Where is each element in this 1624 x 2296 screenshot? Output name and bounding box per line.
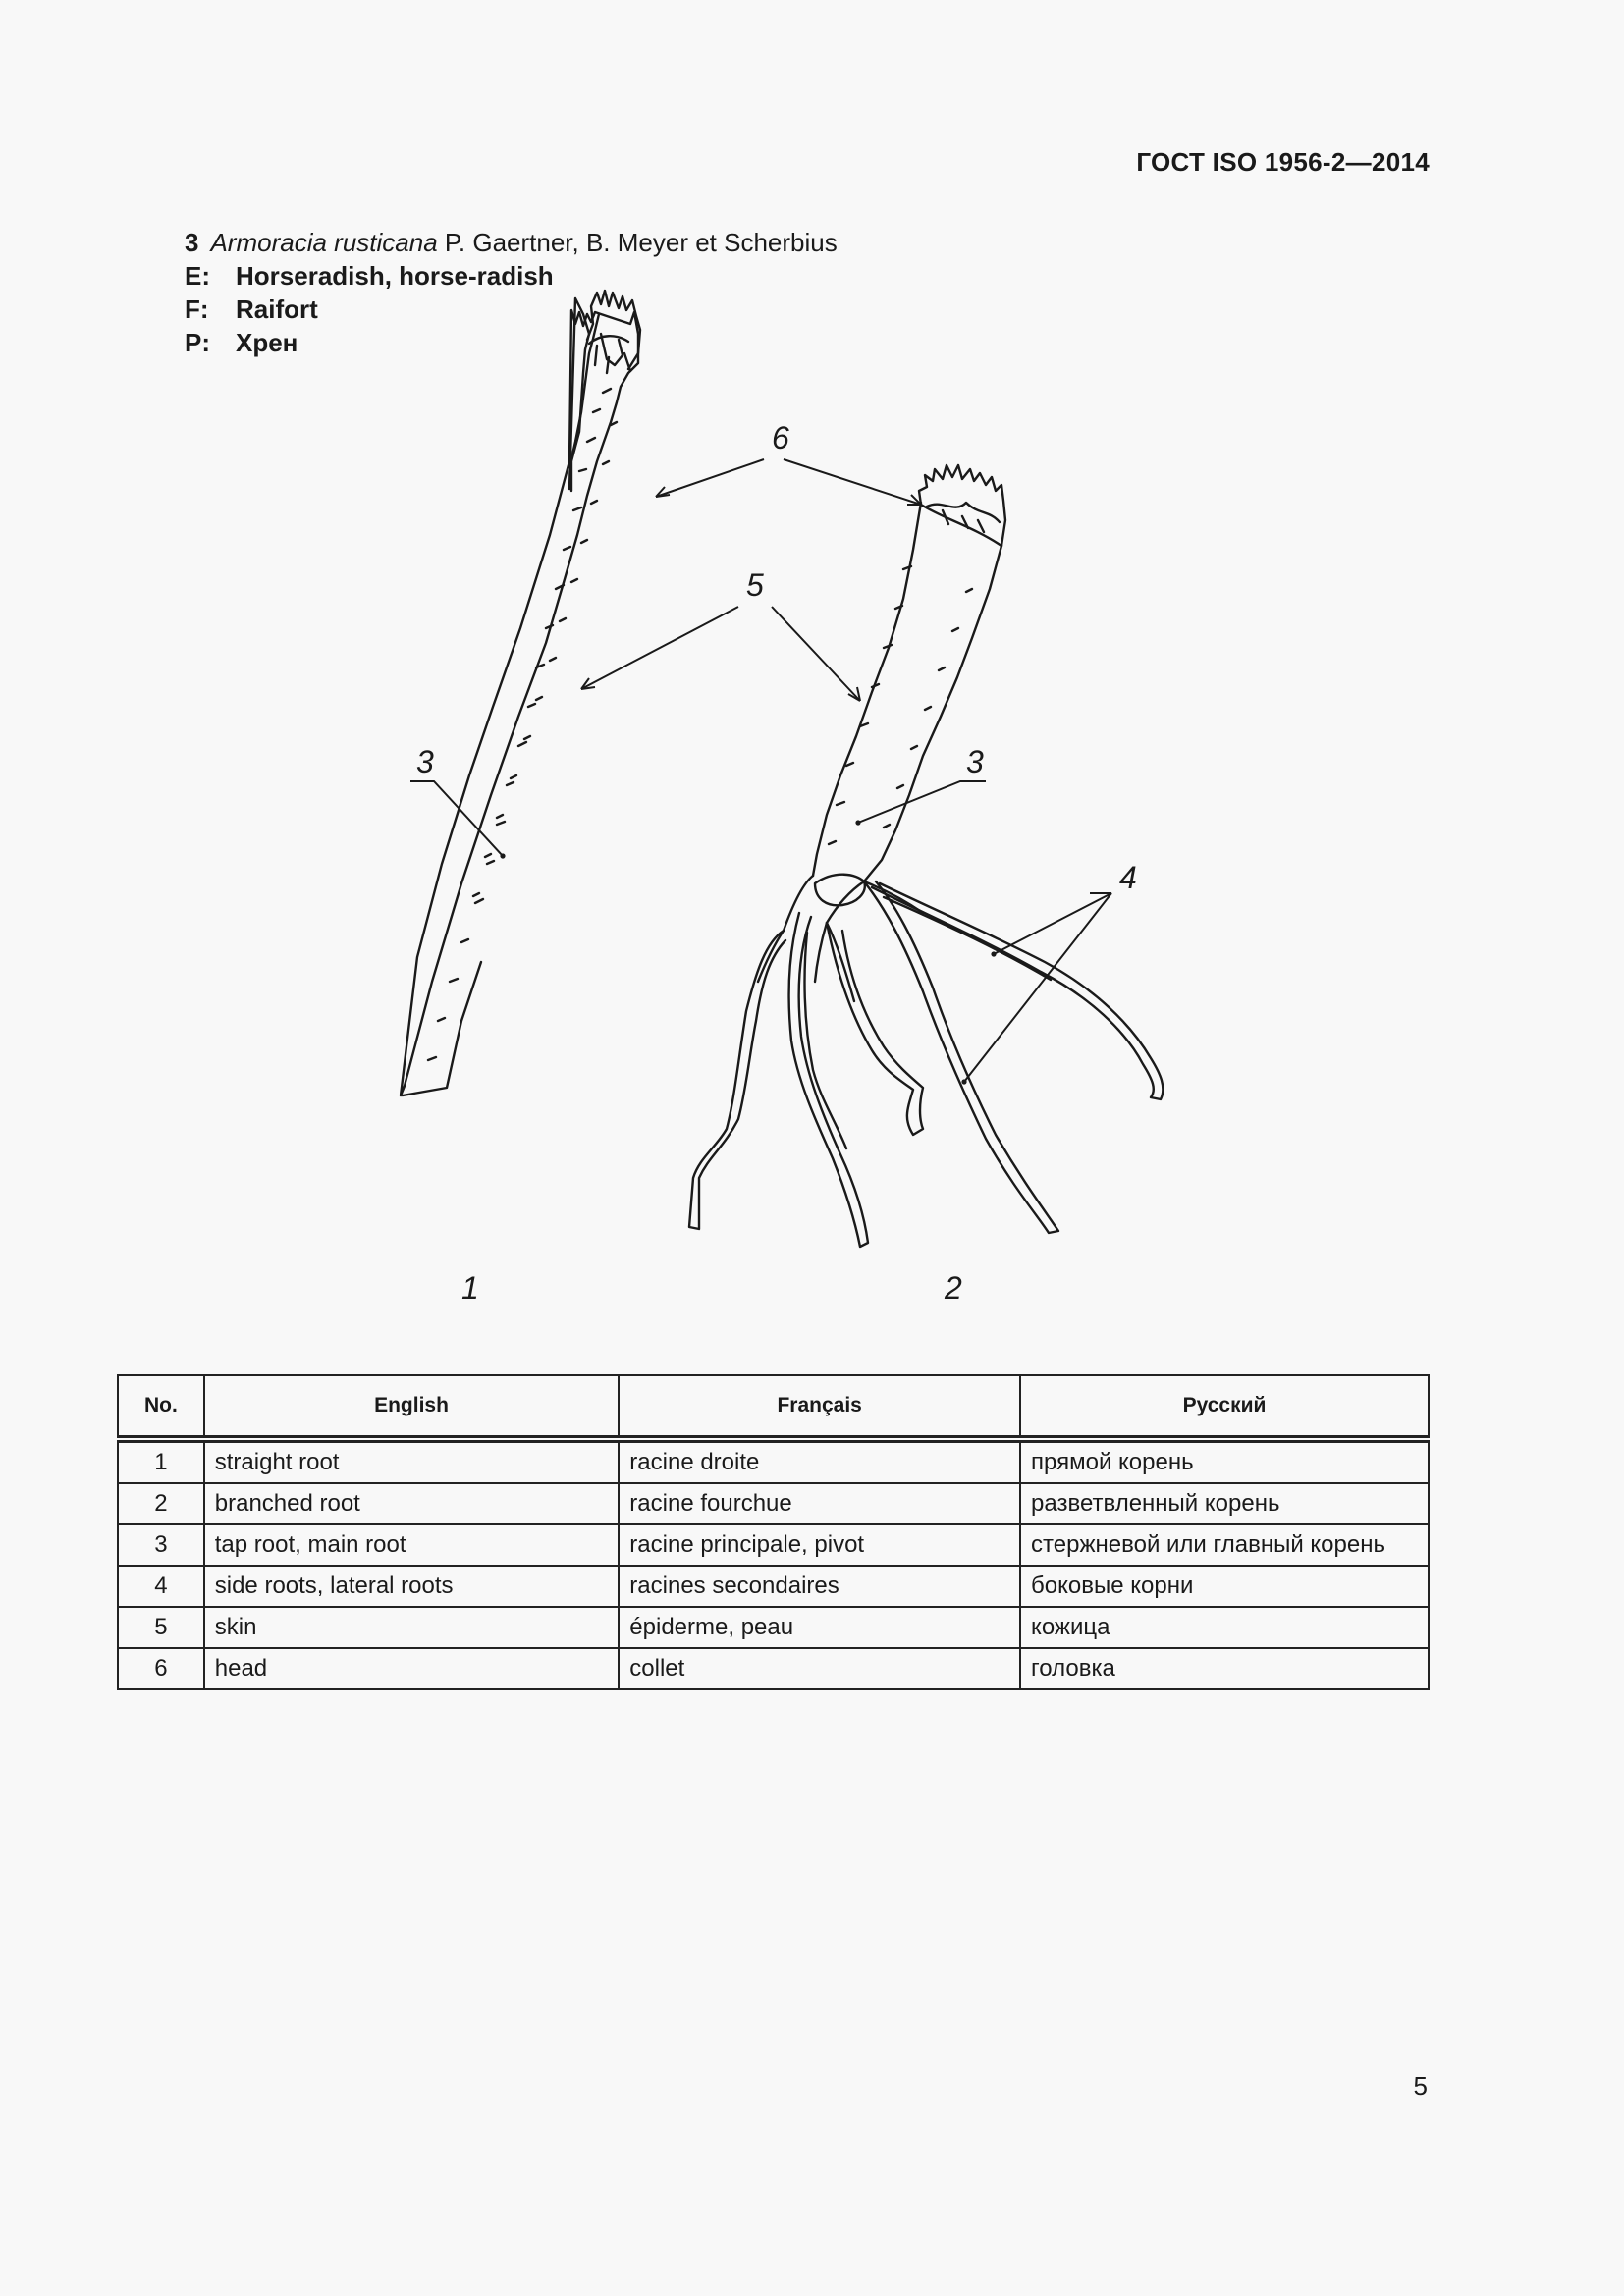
cell-number: 1 bbox=[118, 1439, 204, 1483]
cell-number: 2 bbox=[118, 1483, 204, 1524]
table-row bbox=[118, 1566, 1429, 1607]
cell-french: épiderme, peau bbox=[619, 1607, 1020, 1648]
cell-number: 4 bbox=[118, 1566, 204, 1607]
cell-russian: разветвленный корень bbox=[1020, 1483, 1429, 1524]
lang-label: E: bbox=[185, 261, 210, 291]
cell-english: tap root, main root bbox=[204, 1524, 620, 1566]
column-header-french: Français bbox=[619, 1375, 1020, 1439]
column-header-no: No. bbox=[118, 1375, 204, 1439]
cell-english: skin bbox=[204, 1607, 620, 1648]
cell-russian: прямой корень bbox=[1020, 1439, 1429, 1483]
callout-3-left: 3 bbox=[416, 744, 434, 779]
page-number: 5 bbox=[1413, 2071, 1428, 2101]
cell-number: 6 bbox=[118, 1648, 204, 1689]
cell-russian: боковые корни bbox=[1020, 1566, 1429, 1607]
table-row bbox=[118, 1483, 1429, 1524]
table-row bbox=[118, 1607, 1429, 1648]
figure-label-straight-root: 1 bbox=[461, 1270, 479, 1306]
branched-root-drawing bbox=[689, 465, 1163, 1247]
column-header-english: English bbox=[204, 1375, 620, 1439]
cell-russian: стержневой или главный корень bbox=[1020, 1524, 1429, 1566]
lang-label: P: bbox=[185, 328, 210, 357]
cell-french: racine fourchue bbox=[619, 1483, 1020, 1524]
straight-root-drawing bbox=[401, 291, 640, 1095]
callout-6: 6 bbox=[772, 420, 789, 455]
cell-english: side roots, lateral roots bbox=[204, 1566, 620, 1607]
callout-3-right: 3 bbox=[966, 744, 984, 779]
column-header-russian: Русский bbox=[1020, 1375, 1429, 1439]
cell-russian: кожица bbox=[1020, 1607, 1429, 1648]
cell-english: branched root bbox=[204, 1483, 620, 1524]
species-name-french bbox=[185, 293, 838, 326]
callout-5: 5 bbox=[746, 567, 764, 603]
species-title bbox=[185, 226, 838, 259]
species-block bbox=[185, 226, 838, 359]
callout-leaders bbox=[410, 459, 1111, 1082]
callout-4: 4 bbox=[1119, 860, 1137, 895]
cell-french: racines secondaires bbox=[619, 1566, 1020, 1607]
cell-english: straight root bbox=[204, 1439, 620, 1483]
species-latin-name: Armoracia rusticana bbox=[210, 228, 438, 257]
table-row bbox=[118, 1524, 1429, 1566]
table-row bbox=[118, 1439, 1429, 1483]
terms-table bbox=[117, 1374, 1430, 1690]
species-name-russian bbox=[185, 326, 838, 359]
cell-english: head bbox=[204, 1648, 620, 1689]
species-number: 3 bbox=[185, 228, 199, 257]
figure-label-branched-root: 2 bbox=[945, 1270, 962, 1306]
table-row bbox=[118, 1648, 1429, 1689]
lang-label: F: bbox=[185, 294, 209, 324]
cell-french: racine droite bbox=[619, 1439, 1020, 1483]
common-name: Raifort bbox=[236, 294, 318, 324]
cell-french: collet bbox=[619, 1648, 1020, 1689]
table-header-row bbox=[118, 1375, 1429, 1439]
cell-french: racine principale, pivot bbox=[619, 1524, 1020, 1566]
common-name: Horseradish, horse-radish bbox=[236, 261, 554, 291]
cell-number: 3 bbox=[118, 1524, 204, 1566]
common-name: Хрен bbox=[236, 328, 298, 357]
species-name-english bbox=[185, 259, 838, 293]
species-authors: P. Gaertner, B. Meyer et Scherbius bbox=[444, 228, 838, 257]
cell-russian: головка bbox=[1020, 1648, 1429, 1689]
document-code: ГОСТ ISO 1956-2—2014 bbox=[1136, 147, 1430, 177]
cell-number: 5 bbox=[118, 1607, 204, 1648]
